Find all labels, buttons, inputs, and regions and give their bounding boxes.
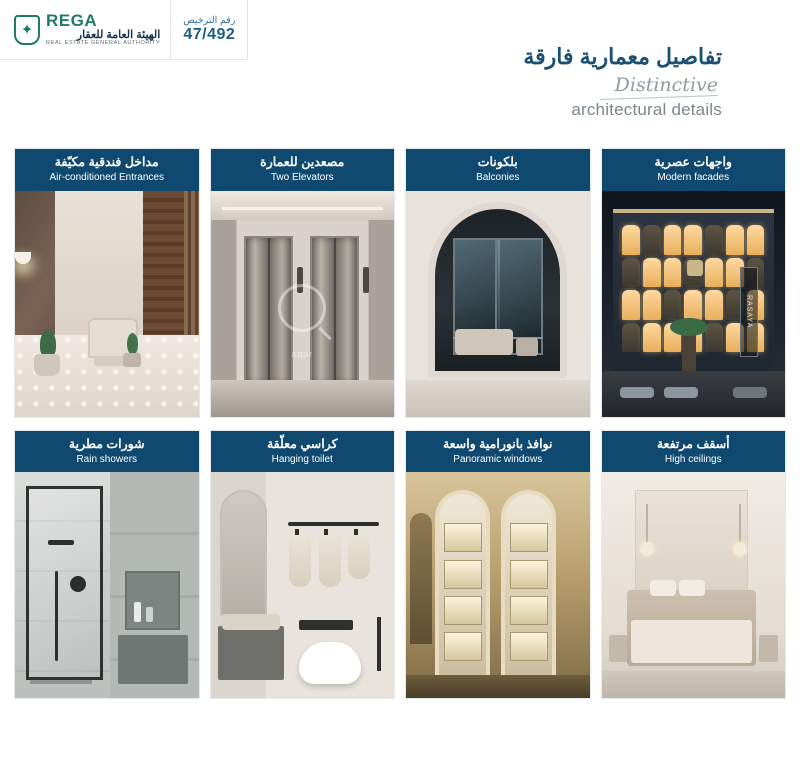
page-footer-space [0, 758, 800, 784]
watermark-camera-icon [278, 284, 326, 332]
card-header [211, 149, 395, 191]
feature-card-grid [14, 148, 786, 699]
feature-card-balconies[interactable] [405, 148, 591, 418]
license-number: 47/492 [183, 26, 236, 43]
card-header [602, 149, 786, 191]
card-title-en: Balconies [476, 172, 520, 183]
hanging-toilet-photo [211, 472, 395, 698]
card-title-ar: واجهات عصرية [654, 155, 732, 169]
feature-card-row [14, 430, 786, 700]
card-title-en: Panoramic windows [453, 453, 543, 465]
rain-shower-photo [15, 472, 199, 698]
page-title-en: architectural details [571, 100, 722, 119]
shower-head-icon [48, 540, 74, 545]
rega-logo-en-bottom: REAL ESTATE GENERAL AUTHORITY [46, 40, 161, 47]
card-header [406, 149, 590, 191]
feature-card-row [14, 148, 786, 418]
card-title-ar: بلكونات [477, 155, 518, 169]
card-title-en: Modern facades [657, 172, 730, 183]
card-title-en: Hanging toilet [271, 453, 333, 465]
card-title-en: High ceilings [664, 453, 722, 465]
card-title-ar: كراسي معلّقة [266, 436, 338, 451]
rega-logo [0, 0, 170, 59]
card-title-en: Rain showers [76, 453, 138, 465]
feature-card-rain-showers[interactable] [14, 430, 200, 700]
elevator-doors-photo [211, 191, 395, 417]
rega-logo-en-top: REGA [46, 10, 98, 30]
wall-hung-toilet-shape [299, 642, 361, 684]
pendant-lamp-icon [646, 504, 648, 544]
shower-valve-icon [70, 576, 86, 592]
card-title-en: Air-conditioned Entrances [49, 172, 164, 183]
card-header [406, 431, 590, 473]
card-header [211, 431, 395, 473]
card-title-ar: شورات مطرية [68, 436, 145, 451]
feature-card-entrances[interactable] [14, 148, 200, 418]
feature-card-facades[interactable] [601, 148, 787, 418]
card-title-ar: مداخل فندقية مكيّفة [54, 155, 159, 169]
balcony-arch-photo [406, 191, 590, 417]
page-title-script-text: Distinctive [614, 74, 718, 96]
building-sign: RASAYA [740, 267, 758, 357]
feature-card-panoramic-windows[interactable] [405, 430, 591, 700]
mirror-shape [220, 490, 268, 617]
pendant-lamp-icon [739, 504, 741, 544]
page-title [523, 44, 722, 120]
page-header [0, 0, 800, 140]
feature-card-hanging-toilet[interactable] [210, 430, 396, 700]
watermark-label: aqar [291, 348, 314, 359]
rega-authority-badge [0, 0, 248, 60]
feature-card-high-ceilings[interactable] [601, 430, 787, 700]
building-emblem-icon [687, 260, 703, 276]
palm-tree-icon [682, 330, 696, 376]
card-title-ar: مصعدين للعمارة [260, 155, 345, 169]
card-header [602, 431, 786, 473]
license-block [170, 0, 247, 59]
rega-logo-ar: الهيئة العامة للعقار [76, 28, 161, 41]
card-title-ar: نوافذ بانورامية واسعة [442, 436, 553, 451]
card-title-ar: أسقف مرتفعة [656, 436, 730, 451]
card-header [15, 149, 199, 191]
card-title-en: Two Elevators [270, 172, 334, 183]
panoramic-windows-photo [406, 472, 590, 698]
entrance-lobby-photo [15, 191, 199, 417]
high-ceiling-bedroom-photo [602, 472, 786, 698]
feature-card-elevators[interactable] [210, 148, 396, 418]
rega-shield-icon: ✦ [14, 15, 40, 45]
modern-facade-photo [602, 191, 786, 417]
page-title-script [523, 74, 722, 98]
card-header [15, 431, 199, 473]
page-title-ar: تفاصيل معمارية فارقة [523, 44, 722, 69]
license-label: رقم الترخيص [183, 15, 236, 26]
